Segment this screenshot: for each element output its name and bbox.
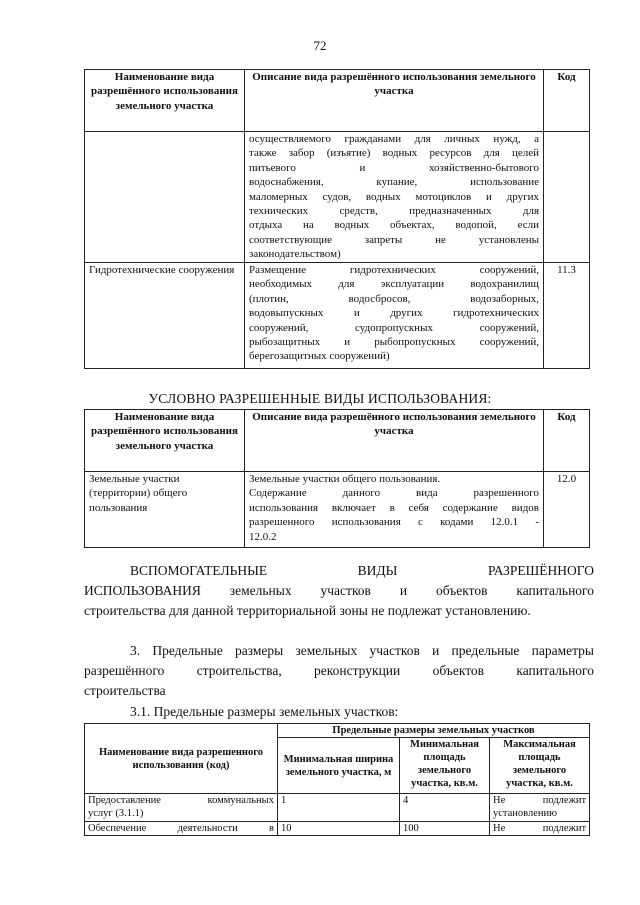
table-row — [85, 822, 590, 836]
desc-line: необходимых для эксплуатации водохранилищ — [249, 278, 539, 291]
para-line: строительства для данной территориальной зоны не подлежат установлению. — [84, 603, 531, 618]
cell-max-area — [490, 794, 590, 822]
desc-line: осуществляемого гражданами для личных нужд, а — [249, 133, 539, 145]
col-header-code: Код — [544, 70, 590, 132]
cell-min-width: 1 — [278, 794, 400, 822]
cell-description — [245, 472, 544, 548]
para-line: 3. Предельные размеры земельных участков и предельные параметры — [130, 643, 594, 658]
desc-line: технических средств, предназначенных для — [249, 205, 539, 218]
auxiliary-uses-paragraph — [84, 561, 594, 621]
desc-line: 12.0.2 — [249, 530, 277, 543]
section-3-paragraph — [84, 641, 594, 701]
table-row — [85, 472, 590, 548]
col-header-max-area: Максимальная площадь земельного участка, кв.м. — [490, 738, 590, 794]
table-row — [85, 263, 590, 369]
cell-max-area — [490, 822, 590, 836]
para-line: ИСПОЛЬЗОВАНИЯ земельных участков и объектов капитального — [84, 583, 594, 598]
desc-line: законодательством) — [249, 248, 341, 261]
para-line: строительства — [84, 683, 166, 698]
cell-line: установлению — [493, 808, 557, 819]
desc-line: разрешенного использования с кодами 12.0.1 - — [249, 516, 539, 529]
table-row — [85, 132, 590, 263]
table-header-row — [85, 724, 590, 738]
desc-line: отдыха на водных объектах, водопой, если — [249, 219, 539, 232]
desc-line: Содержание данного вида разрешенного — [249, 487, 539, 500]
col-header-name: Наименование вида разрешённого использования земельного участка — [85, 70, 245, 132]
desc-line: (плотин, водосбросов, водозаборных, — [249, 292, 539, 305]
desc-line: Размещение гидротехнических сооружений, — [249, 264, 539, 276]
cell-name: Земельные участки (территории) общего пользования — [85, 472, 245, 548]
table-header-row — [85, 410, 590, 472]
cell-min-width: 10 — [278, 822, 400, 836]
desc-line: Земельные участки общего пользования. — [249, 473, 441, 485]
col-header-description: Описание вида разрешённого использования земельного участка — [245, 410, 544, 472]
desc-line: рыбозащитных и рыбопропускных сооружений, — [249, 336, 539, 349]
cell-min-area: 100 — [400, 822, 490, 836]
col-header-min-width: Минимальная ширина земельного участка, м — [278, 738, 400, 794]
cell-code: 11.3 — [544, 263, 590, 369]
desc-line: сооружений, судопропускных сооружений, — [249, 321, 539, 334]
conditional-uses-table — [84, 409, 590, 548]
cell-description — [245, 263, 544, 369]
cell-code — [544, 132, 590, 263]
desc-line: водоснабжения, купание, использование — [249, 176, 539, 189]
section-3-1-title: 3.1. Предельные размеры земельных участков: — [130, 704, 399, 719]
para-line: разрешённого строительства, реконструкции объектов капитального — [84, 663, 594, 678]
col-header-name: Наименование вида разрешенного использования (код) — [85, 724, 278, 794]
table-row — [85, 794, 590, 822]
cell-min-area: 4 — [400, 794, 490, 822]
col-header-group: Предельные размеры земельных участков — [278, 724, 590, 738]
desc-line: также забор (изъятие) водных ресурсов для целей — [249, 147, 539, 160]
desc-line: питьевого и хозяйственно-бытового — [249, 161, 539, 174]
para-line: ВСПОМОГАТЕЛЬНЫЕ ВИДЫ РАЗРЕШЁННОГО — [130, 563, 594, 578]
desc-line: маломерных судов, водных мотоциклов и других — [249, 190, 539, 203]
col-header-min-area: Минимальная площадь земельного участка, кв.м. — [400, 738, 490, 794]
desc-line: берегозащитных сооружений) — [249, 350, 390, 363]
cell-name: Гидротехнические сооружения — [85, 263, 245, 369]
cell-line: Предоставление коммунальных — [88, 795, 274, 806]
cell-description — [245, 132, 544, 263]
col-header-name: Наименование вида разрешённого использования земельного участка — [85, 410, 245, 472]
section-heading-conditional: УСЛОВНО РАЗРЕШЕННЫЕ ВИДЫ ИСПОЛЬЗОВАНИЯ: — [148, 391, 492, 406]
cell-line: Не подлежит — [493, 823, 587, 834]
cell-name — [85, 132, 245, 263]
cell-line: Обеспечение деятельности в — [88, 823, 274, 834]
desc-line: водовыпускных и других гидротехнических — [249, 307, 539, 320]
cell-code: 12.0 — [544, 472, 590, 548]
page-number: 72 — [313, 38, 327, 53]
permitted-uses-table — [84, 69, 590, 369]
table-header-row — [85, 70, 590, 132]
cell-name — [85, 794, 278, 822]
cell-line: услуг (3.1.1) — [88, 808, 144, 819]
col-header-description: Описание вида разрешённого использования земельного участка — [245, 70, 544, 132]
cell-name — [85, 822, 278, 836]
col-header-code: Код — [544, 410, 590, 472]
desc-line: соответствующие запреты не установлены — [249, 233, 539, 246]
desc-line: использования включает в себя содержание видов — [249, 501, 539, 514]
plot-size-limits-table — [84, 723, 590, 836]
cell-line: Не подлежит — [493, 795, 587, 806]
